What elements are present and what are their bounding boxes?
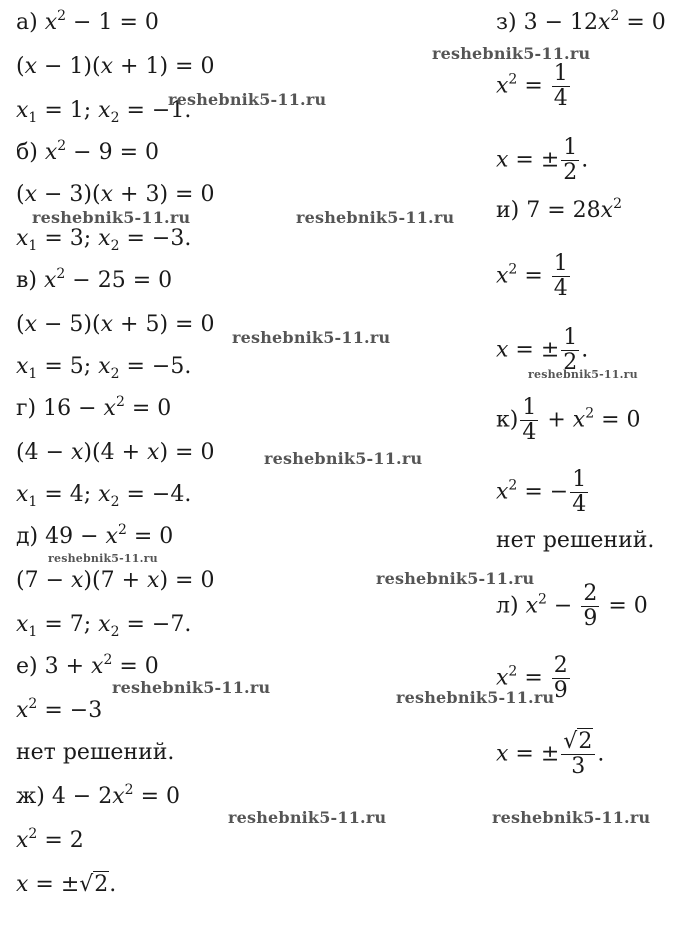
eq-z-3: x = ± $\frac{1}{2}$ . (496, 135, 589, 186)
eq-g-2: (4 − x)(4 + x) = 0 (16, 440, 215, 465)
eq-a-2: (x − 1)(x + 1) = 0 (16, 54, 215, 79)
watermark: reshebnik5-11.ru (232, 328, 391, 347)
eq-z-1: з) $3 - 12x^2 = 0$ (496, 8, 666, 35)
fraction: $\frac{1}{4}$ (572, 467, 587, 518)
fraction: $\frac{2}{9}$ (583, 581, 598, 632)
watermark: reshebnik5-11.ru (48, 552, 158, 565)
watermark: reshebnik5-11.ru (228, 808, 387, 827)
eq-v-2: (x − 5)(x + 5) = 0 (16, 312, 215, 337)
fraction: $\frac{1}{2}$ (563, 135, 578, 186)
fraction: $\frac{1}{4}$ (522, 395, 537, 446)
watermark: reshebnik5-11.ru (168, 90, 327, 109)
eq-b-3: $x_1 = 3$; $x_2 = -3$. (16, 226, 192, 254)
eq-a-3: $x_1 = 1$; $x_2 = -1$. (16, 98, 192, 126)
eq-g-3: $x_1 = 4$; $x_2 = -4$. (16, 482, 192, 510)
eq-i-3: x = ± $\frac{1}{2}$ . (496, 325, 589, 376)
watermark: reshebnik5-11.ru (528, 368, 638, 381)
eq-d-1: д) $49 - x^2 = 0$ (16, 522, 174, 549)
eq-zh-3: x = ±√2. (16, 872, 117, 897)
eq-zh-1: ж) $4 - 2x^2 = 0$ (16, 782, 180, 809)
watermark: reshebnik5-11.ru (32, 208, 191, 227)
watermark: reshebnik5-11.ru (264, 449, 423, 468)
eq-v-1: в) $x^2 - 25 = 0$ (16, 266, 173, 293)
fraction: $\frac{2}{9}$ (553, 653, 568, 704)
watermark: reshebnik5-11.ru (112, 678, 271, 697)
watermark: reshebnik5-11.ru (492, 808, 651, 827)
eq-e-none: нет решений. (16, 740, 175, 765)
eq-b-1: б) $x^2 - 9 = 0$ (16, 138, 160, 165)
watermark: reshebnik5-11.ru (376, 569, 535, 588)
eq-k-none: нет решений. (496, 528, 655, 553)
eq-k-1: к) $\frac{1}{4}$ + $x^2 = 0$ (496, 395, 641, 446)
eq-b-2: (x − 3)(x + 3) = 0 (16, 182, 215, 207)
eq-l-2: $x^2$ = $\frac{2}{9}$ (496, 653, 568, 704)
eq-l-3: x = ± $\frac{√2}{3}$ . (496, 729, 605, 780)
eq-e-2: $x^2 = -3$ (16, 696, 103, 723)
eq-l-1: л) $x^2$ − $\frac{2}{9}$ = 0 (496, 581, 648, 632)
eq-v-3: $x_1 = 5$; $x_2 = -5$. (16, 354, 192, 382)
watermark: reshebnik5-11.ru (296, 208, 455, 227)
fraction: $\frac{1}{2}$ (563, 325, 578, 376)
eq-i-2: $x^2$ = $\frac{1}{4}$ (496, 251, 568, 302)
eq-a-1: а) $x^2 - 1 = 0$ (16, 8, 159, 35)
fraction: $\frac{1}{4}$ (553, 251, 568, 302)
watermark: reshebnik5-11.ru (396, 688, 555, 707)
eq-e-1: е) $3 + x^2 = 0$ (16, 652, 159, 679)
eq-k-2: $x^2$ = − $\frac{1}{4}$ (496, 467, 587, 518)
watermark: reshebnik5-11.ru (432, 44, 591, 63)
eq-z-2: $x^2$ = $\frac{1}{4}$ (496, 61, 568, 112)
eq-d-2: (7 − x)(7 + x) = 0 (16, 568, 215, 593)
eq-g-1: г) $16 - x^2 = 0$ (16, 394, 172, 421)
eq-i-1: и) $7 = 28x^2$ (496, 196, 622, 223)
eq-d-3: $x_1 = 7$; $x_2 = -7$. (16, 612, 192, 640)
fraction: $\frac{1}{4}$ (553, 61, 568, 112)
eq-zh-2: $x^2 = 2$ (16, 826, 84, 853)
fraction: $\frac{√2}{3}$ (561, 730, 595, 779)
